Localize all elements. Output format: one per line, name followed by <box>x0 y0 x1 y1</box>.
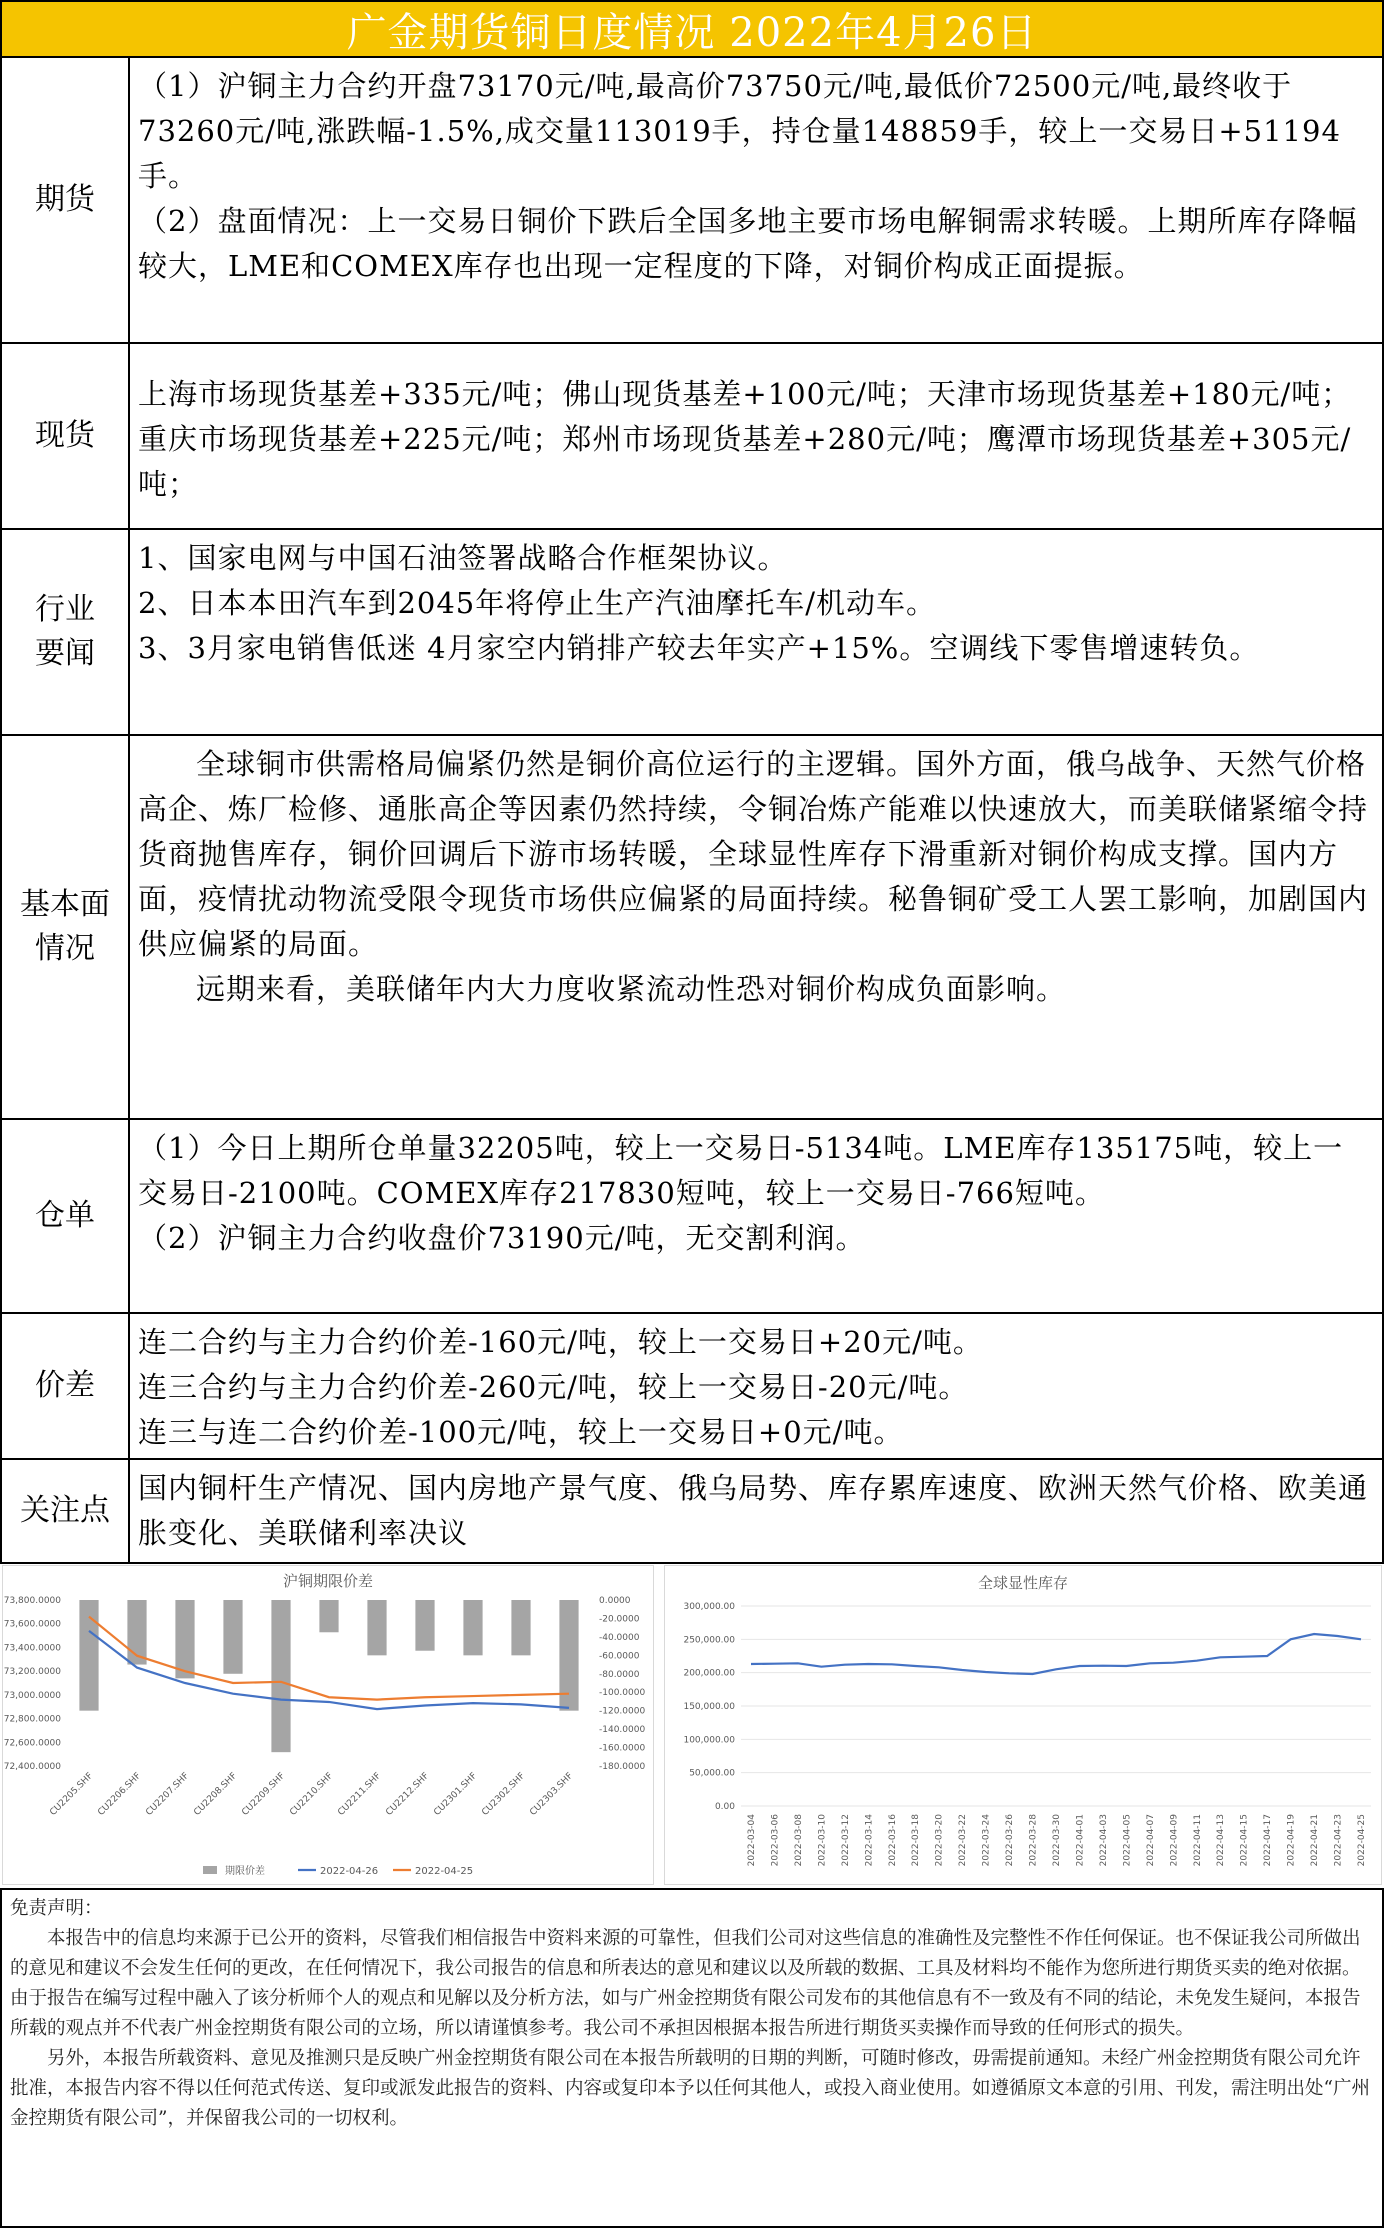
right-axis-tick-label: -140.0000 <box>599 1725 646 1736</box>
x-axis-tick-label: 2022-03-10 <box>817 1814 828 1867</box>
legend-label: 期限价差 <box>225 1866 265 1877</box>
left-axis-tick-label: 72,600.0000 <box>3 1738 61 1749</box>
section-label: 关注点 <box>2 1460 130 1562</box>
spread-bar <box>511 1600 530 1655</box>
section-label-text: 行业要闻 <box>35 592 95 671</box>
y-axis-tick-label: 150,000.00 <box>683 1702 735 1712</box>
section-paragraph: 全球铜市供需格局偏紧仍然是铜价高位运行的主逻辑。国外方面，俄乌战争、天然气价格高企、炼厂检修、通胀高企等因素仍然持续，令铜冶炼产能难以快速放大，而美联储紧缩令持货商抛售库存，铜价回调后下游市场转暖，全球显性库存下滑重新对铜价构成支撑。国内方面，疫情扰动物流受限令现货市场供应偏紧的局面持续。秘鲁铜矿受工人罢工影响，加剧国内供应偏紧的局面。 <box>138 747 1369 961</box>
spread-bar <box>271 1600 290 1752</box>
left-axis-tick-label: 73,400.0000 <box>3 1643 61 1654</box>
section-label <box>2 530 130 734</box>
spread-bar <box>223 1600 242 1674</box>
y-axis-tick-label: 100,000.00 <box>683 1735 735 1746</box>
section-paragraph: 连三与连二合约价差-100元/吨，较上一交易日+0元/吨。 <box>138 1415 904 1449</box>
right-axis-tick-label: 0.0000 <box>599 1596 631 1606</box>
x-axis-tick-label: 2022-04-23 <box>1333 1814 1344 1867</box>
x-axis-tick-label: 2022-04-21 <box>1310 1814 1321 1867</box>
spread-bar <box>463 1600 482 1655</box>
spread-bar <box>79 1600 98 1711</box>
section-paragraph: （2）沪铜主力合约收盘价73190元/吨，无交割利润。 <box>138 1221 866 1255</box>
x-axis-tick-label: 2022-04-07 <box>1145 1814 1156 1867</box>
disclaimer-heading: 免责声明： <box>10 1898 103 1919</box>
section-label: 现货 <box>2 344 130 528</box>
legend-swatch <box>203 1866 217 1874</box>
section-paragraph: 连三合约与主力合约价差-260元/吨，较上一交易日-20元/吨。 <box>138 1370 969 1404</box>
section-content <box>138 64 1370 289</box>
right-axis-tick-label: -180.0000 <box>599 1762 646 1772</box>
x-axis-tick-label: 2022-03-04 <box>747 1814 757 1867</box>
category-tick-label: CU2212.SHF <box>384 1771 432 1818</box>
term-spread-chart <box>2 1565 654 1885</box>
section-spreads <box>0 1314 1384 1460</box>
section-label: 期货 <box>2 58 130 342</box>
x-axis-tick-label: 2022-04-09 <box>1169 1814 1180 1867</box>
section-label: 仓单 <box>2 1120 130 1312</box>
global-inventory-chart <box>664 1565 1382 1885</box>
section-paragraph: （2）盘面情况：上一交易日铜价下跌后全国多地主要市场电解铜需求转暖。上期所库存降幅较大，LME和COMEX库存也出现一定程度的下降，对铜价构成正面提振。 <box>138 204 1358 283</box>
inventory-line <box>751 1634 1361 1674</box>
x-axis-tick-label: 2022-03-22 <box>958 1814 969 1867</box>
x-axis-tick-label: 2022-03-08 <box>793 1814 804 1867</box>
section-spot <box>0 344 1384 530</box>
x-axis-tick-label: 2022-04-19 <box>1286 1814 1297 1867</box>
right-axis-tick-label: -80.0000 <box>599 1669 640 1680</box>
category-tick-label: CU2301.SHF <box>432 1771 480 1818</box>
section-paragraph: 1、国家电网与中国石油签署战略合作框架协议。 <box>138 541 788 575</box>
section-content <box>138 1466 1370 1556</box>
right-axis-tick-label: -100.0000 <box>599 1688 646 1699</box>
spread-bar <box>175 1600 194 1678</box>
right-axis-tick-label: -40.0000 <box>599 1632 640 1643</box>
x-axis-tick-label: 2022-03-06 <box>770 1814 781 1867</box>
x-axis-tick-label: 2022-04-01 <box>1075 1814 1086 1867</box>
section-fundamentals <box>0 736 1384 1120</box>
right-axis-tick-label: -120.0000 <box>599 1706 646 1717</box>
x-axis-tick-label: 2022-03-24 <box>981 1814 992 1867</box>
left-axis-tick-label: 72,400.0000 <box>3 1762 61 1772</box>
term-spread-chart-svg <box>3 1566 653 1884</box>
section-paragraph: 3、3月家电销售低迷 4月家空内销排产较去年实产+15%。空调线下零售增速转负。 <box>138 631 1260 665</box>
section-paragraph: （1）沪铜主力合约开盘73170元/吨,最高价73750元/吨,最低价72500元/吨,最终收于73260元/吨,涨跌幅-1.5%,成交量113019手，持仓量148859手，较上一交易日+51194手。 <box>138 69 1341 193</box>
chart-title: 沪铜期限价差 <box>282 1572 374 1590</box>
y-axis-tick-label: 300,000.00 <box>683 1602 735 1612</box>
legend-label: 2022-04-25 <box>415 1866 474 1877</box>
category-tick-label: CU2205.SHF <box>48 1771 96 1818</box>
report-title: 广金期货铜日度情况 2022年4月26日 <box>0 0 1384 58</box>
x-axis-tick-label: 2022-04-03 <box>1098 1814 1109 1867</box>
section-content <box>138 1320 1370 1455</box>
spread-bar <box>319 1600 338 1632</box>
y-axis-tick-label: 50,000.00 <box>689 1768 735 1779</box>
left-axis-tick-label: 72,800.0000 <box>3 1714 61 1725</box>
category-tick-label: CU2303.SHF <box>528 1771 576 1818</box>
charts-area <box>0 1565 1384 1885</box>
legend-label: 2022-04-26 <box>320 1866 379 1877</box>
x-axis-tick-label: 2022-03-18 <box>911 1814 922 1867</box>
x-axis-tick-label: 2022-03-12 <box>840 1814 851 1867</box>
spread-bar <box>415 1600 434 1651</box>
x-axis-tick-label: 2022-03-16 <box>887 1814 898 1867</box>
section-paragraph: 2、日本本田汽车到2045年将停止生产汽油摩托车/机动车。 <box>138 586 937 620</box>
section-paragraph: 上海市场现货基差+335元/吨；佛山现货基差+100元/吨；天津市场现货基差+180元/吨；重庆市场现货基差+225元/吨；郑州市场现货基差+280元/吨；鹰潭市场现货基差+305元/吨； <box>138 377 1352 501</box>
left-axis-tick-label: 73,600.0000 <box>3 1619 61 1630</box>
y-axis-tick-label: 250,000.00 <box>683 1635 735 1646</box>
category-tick-label: CU2206.SHF <box>96 1771 144 1818</box>
category-tick-label: CU2207.SHF <box>144 1771 192 1818</box>
y-axis-tick-label: 200,000.00 <box>683 1668 735 1679</box>
x-axis-tick-label: 2022-03-14 <box>864 1814 875 1867</box>
left-axis-tick-label: 73,000.0000 <box>3 1690 61 1701</box>
spread-bar <box>367 1600 386 1655</box>
section-content <box>138 536 1370 671</box>
section-label: 价差 <box>2 1314 130 1458</box>
x-axis-tick-label: 2022-04-15 <box>1239 1814 1250 1867</box>
x-axis-tick-label: 2022-04-13 <box>1216 1814 1227 1867</box>
section-paragraph: 连二合约与主力合约价差-160元/吨，较上一交易日+20元/吨。 <box>138 1325 983 1359</box>
section-paragraph: 远期来看，美联储年内大力度收紧流动性恐对铜价构成负面影响。 <box>196 972 1067 1006</box>
x-axis-tick-label: 2022-03-28 <box>1028 1814 1039 1867</box>
x-axis-tick-label: 2022-03-30 <box>1052 1814 1062 1867</box>
section-content <box>138 372 1370 507</box>
category-tick-label: CU2211.SHF <box>336 1771 384 1818</box>
section-label-text: 基本面情况 <box>20 887 110 966</box>
disclaimer <box>0 1888 1384 2228</box>
section-content <box>138 1126 1370 1261</box>
x-axis-tick-label: 2022-04-11 <box>1192 1814 1203 1867</box>
section-industry-news <box>0 530 1384 736</box>
x-axis-tick-label: 2022-04-17 <box>1263 1814 1274 1867</box>
right-axis-tick-label: -60.0000 <box>599 1651 640 1662</box>
y-axis-tick-label: 0.00 <box>714 1802 735 1812</box>
disclaimer-paragraph: 本报告中的信息均来源于已公开的资料，尽管我们相信报告中资料来源的可靠性，但我们公司对这些信息的准确性及完整性不作任何保证。也不保证我公司所做出的意见和建议不会发生任何的更改，在任何情况下，我公司报告的信息和所表达的意见和建议以及所载的数据、工具及材料均不能作为您所进行期货买卖的绝对依据。由于报告在编写过程中融入了该分析师个人的观点和见解以及分析方法，如与广州金控期货有限公司发布的其他信息有不一致及有不同的结论，未免发生疑问，本报告所载的观点并不代表广州金控期货有限公司的立场，所以请谨慎参考。我公司不承担因根据本报告所进行期货买卖操作而导致的任何形式的损失。 <box>10 1928 1361 2039</box>
section-label <box>2 736 130 1118</box>
category-tick-label: CU2302.SHF <box>480 1771 528 1818</box>
x-axis-tick-label: 2022-04-25 <box>1357 1814 1367 1867</box>
section-content <box>138 742 1370 1012</box>
right-axis-tick-label: -20.0000 <box>599 1614 640 1625</box>
right-axis-tick-label: -160.0000 <box>599 1743 646 1754</box>
global-inventory-chart-svg <box>665 1566 1381 1884</box>
left-axis-tick-label: 73,800.0000 <box>3 1596 61 1606</box>
x-axis-tick-label: 2022-03-26 <box>1005 1814 1016 1867</box>
category-tick-label: CU2208.SHF <box>192 1771 240 1818</box>
left-axis-tick-label: 73,200.0000 <box>3 1667 61 1678</box>
section-paragraph: 国内铜杆生产情况、国内房地产景气度、俄乌局势、库存累库速度、欧洲天然气价格、欧美通胀变化、美联储利率决议 <box>138 1471 1369 1550</box>
section-paragraph: （1）今日上期所仓单量32205吨，较上一交易日-5134吨。LME库存135175吨，较上一交易日-2100吨。COMEX库存217830短吨，较上一交易日-766短吨。 <box>138 1131 1344 1210</box>
disclaimer-paragraph: 另外，本报告所载资料、意见及推测只是反映广州金控期货有限公司在本报告所载明的日期的判断，可随时修改，毋需提前通知。未经广州金控期货有限公司允许批准，本报告内容不得以任何范式传送、复印或派发此报告的资料、内容或复印本予以任何其他人，或投入商业使用。如遵循原文本意的引用、刊发，需注明出处“广州金控期货有限公司”，并保留我公司的一切权利。 <box>10 2048 1370 2129</box>
section-focus <box>0 1460 1384 1564</box>
category-tick-label: CU2209.SHF <box>240 1771 288 1818</box>
section-warrants <box>0 1120 1384 1314</box>
chart-title: 全球显性库存 <box>977 1574 1069 1592</box>
section-futures <box>0 58 1384 344</box>
x-axis-tick-label: 2022-04-05 <box>1122 1814 1133 1867</box>
x-axis-tick-label: 2022-03-20 <box>934 1814 945 1867</box>
category-tick-label: CU2210.SHF <box>288 1771 336 1818</box>
